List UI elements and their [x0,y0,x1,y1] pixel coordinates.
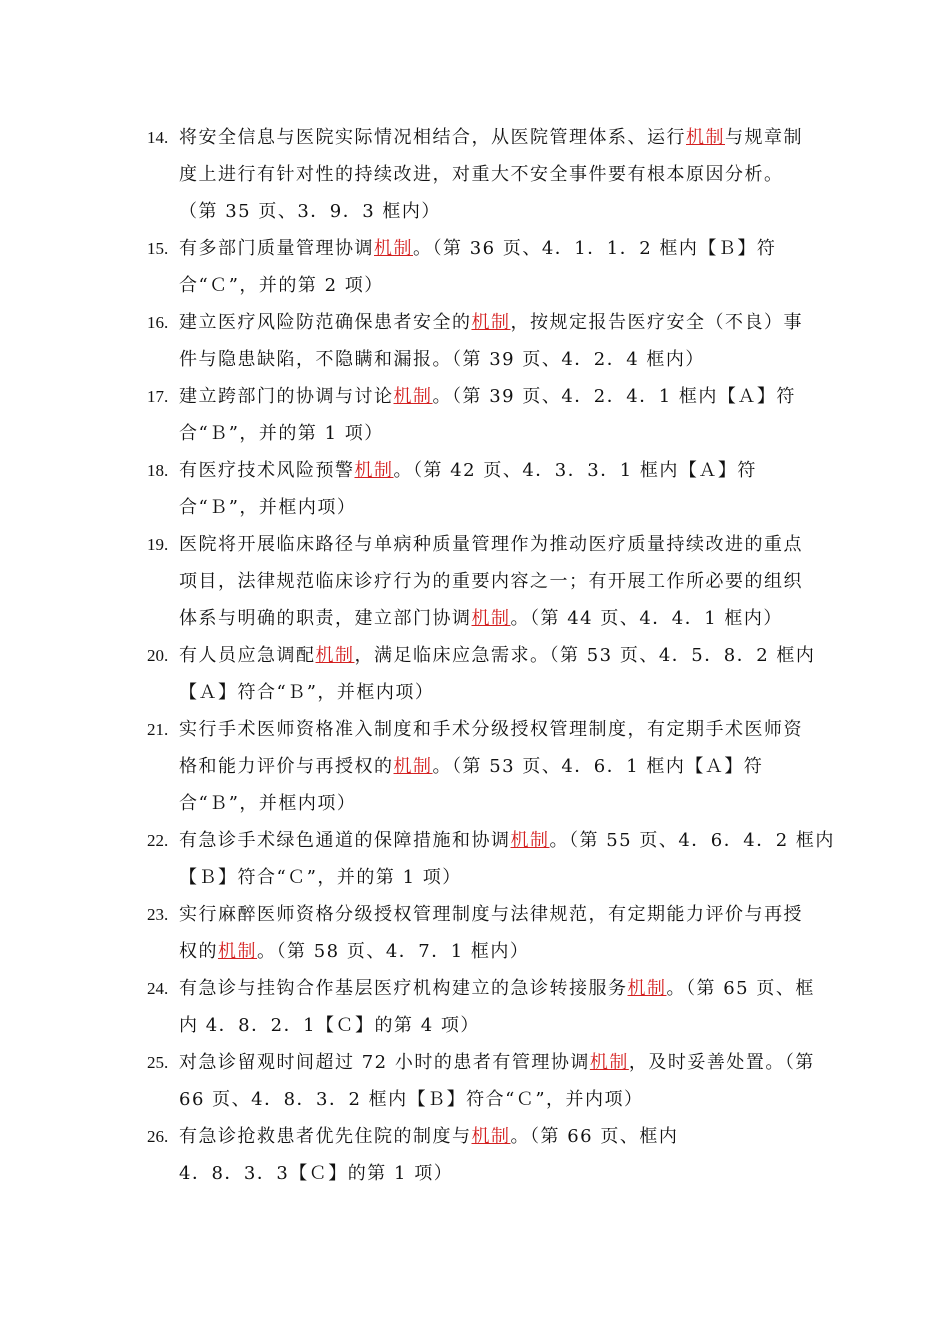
keyword-highlight: 机制 [471,1126,511,1147]
keyword-highlight: 机制 [393,756,433,777]
list-item [147,1118,807,1192]
list-item [147,304,807,378]
keyword-highlight: 机制 [589,1052,629,1073]
keyword-highlight: 机制 [471,608,511,629]
line-text: 格和能力评价与再授权的 [179,756,394,777]
line-text: 与规章制 [725,127,803,148]
line-text: 4．8．3．3【Ｃ】的第 1 项） [179,1163,454,1184]
line-text: 项目，法律规范临床诊疗行为的重要内容之一；有开展工作所必要的组织 [179,571,803,592]
line-text: 。（第 53 页、4．6．1 框内【Ａ】符 [432,756,764,777]
line-text: 度上进行有针对性的持续改进，对重大不安全事件要有根本原因分析。 [179,164,784,185]
list-item [147,526,807,637]
line-text: 对急诊留观时间超过 72 小时的患者有管理协调 [179,1052,590,1073]
line-text: 。（第 42 页、4．3．3．1 框内【Ａ】符 [393,460,757,481]
item-line [147,933,807,970]
item-number: 23. [147,905,169,924]
line-text: 合“Ｂ”，并的第 1 项） [179,423,384,444]
line-text: 。（第 58 页、4．7．1 框内） [257,941,530,962]
keyword-highlight: 机制 [374,238,413,259]
keyword-highlight: 机制 [393,386,433,407]
line-text: 有急诊手术绿色通道的保障措施和协调 [179,830,511,851]
item-number: 26. [147,1127,169,1146]
line-text: 建立跨部门的协调与讨论 [179,386,394,407]
item-line [147,970,815,1007]
item-number: 18. [147,461,169,480]
line-text: 件与隐患缺陷，不隐瞒和漏报。（第 39 页、4．2．4 框内） [179,349,705,370]
list-item [147,637,816,711]
item-number: 22. [147,831,169,850]
item-number: 14. [147,128,169,147]
list-item [147,452,807,526]
keyword-highlight: 机制 [218,941,257,962]
line-text: ，满足临床应急需求。（第 53 页、4．5．8．2 框内 [354,645,816,666]
item-line [147,267,807,304]
line-text: 合“Ｃ”，并的第 2 项） [179,275,384,296]
line-text: 权的 [179,941,218,962]
item-number: 15. [147,239,169,258]
item-line [147,600,807,637]
item-line [147,748,807,785]
line-text: 有急诊抢救患者优先住院的制度与 [179,1126,472,1147]
item-line [147,415,807,452]
item-line [147,193,807,230]
item-line [147,1044,815,1081]
item-line [147,1007,807,1044]
line-text: 。（第 66 页、框内 [510,1126,679,1147]
item-line [147,1081,807,1118]
keyword-highlight: 机制 [471,312,511,333]
line-text: 合“Ｂ”，并框内项） [179,793,357,814]
line-text: 【Ｂ】符合“Ｃ”，并的第 1 项） [179,867,462,888]
item-line [147,119,807,156]
item-line [147,785,807,822]
line-text: 实行麻醉医师资格分级授权管理制度与法律规范，有定期能力评价与再授 [179,904,803,925]
item-line [147,637,816,674]
line-text: 有人员应急调配 [179,645,316,666]
item-line [147,859,807,896]
line-text: 有医疗技术风险预警 [179,460,355,481]
item-number: 25. [147,1053,169,1072]
item-line [147,156,807,193]
item-line [147,563,807,600]
item-line [147,1155,807,1192]
line-text: 将安全信息与医院实际情况相结合，从医院管理体系、运行 [179,127,686,148]
line-text: 。（第 44 页、4．4．1 框内） [510,608,783,629]
item-line [147,452,807,489]
list-item [147,711,807,822]
line-text: 建立医疗风险防范确保患者安全的 [179,312,472,333]
list-item [147,119,807,230]
item-line [147,822,835,859]
item-line [147,341,807,378]
list-item [147,230,807,304]
line-text: 。（第 65 页、框 [666,978,815,999]
item-line [147,489,807,526]
list-item [147,1044,815,1118]
item-line [147,526,807,563]
line-text: 有急诊与挂钩合作基层医疗机构建立的急诊转接服务 [179,978,628,999]
item-number: 16. [147,313,169,332]
item-line [147,230,807,267]
line-text: 【Ａ】符合“Ｂ”，并框内项） [179,682,435,703]
line-text: ，按规定报告医疗安全（不良）事 [510,312,803,333]
line-text: 。（第 36 页、4．1．1．2 框内【Ｂ】符 [413,238,777,259]
keyword-highlight: 机制 [510,830,550,851]
line-text: 实行手术医师资格准入制度和手术分级授权管理制度，有定期手术医师资 [179,719,803,740]
line-text: 。（第 39 页、4．2．4．1 框内【Ａ】符 [432,386,796,407]
list-item [147,822,835,896]
item-line [147,674,807,711]
item-line [147,896,807,933]
item-line [147,1118,807,1155]
line-text: 体系与明确的职责，建立部门协调 [179,608,472,629]
item-number: 19. [147,535,169,554]
keyword-highlight: 机制 [627,978,667,999]
item-number: 21. [147,720,169,739]
keyword-highlight: 机制 [686,127,725,148]
line-text: 有多部门质量管理协调 [179,238,374,259]
line-text: 内 4．8．2．1【Ｃ】的第 4 项） [179,1015,480,1036]
list-item [147,896,807,970]
item-number: 20. [147,646,169,665]
keyword-highlight: 机制 [315,645,355,666]
item-line [147,304,807,341]
keyword-highlight: 机制 [354,460,394,481]
line-text: （第 35 页、3．9．3 框内） [179,201,441,222]
item-line [147,378,807,415]
list-item [147,378,807,452]
line-text: 。（第 55 页、4．6．4．2 框内 [549,830,835,851]
item-number: 17. [147,387,169,406]
item-line [147,711,807,748]
item-number: 24. [147,979,169,998]
line-text: ，及时妥善处置。（第 [628,1052,815,1073]
line-text: 合“Ｂ”，并框内项） [179,497,357,518]
line-text: 66 页、4．8．3．2 框内【Ｂ】符合“Ｃ”，并内项） [179,1089,644,1110]
line-text: 医院将开展临床路径与单病种质量管理作为推动医疗质量持续改进的重点 [179,534,803,555]
list-item [147,970,815,1044]
